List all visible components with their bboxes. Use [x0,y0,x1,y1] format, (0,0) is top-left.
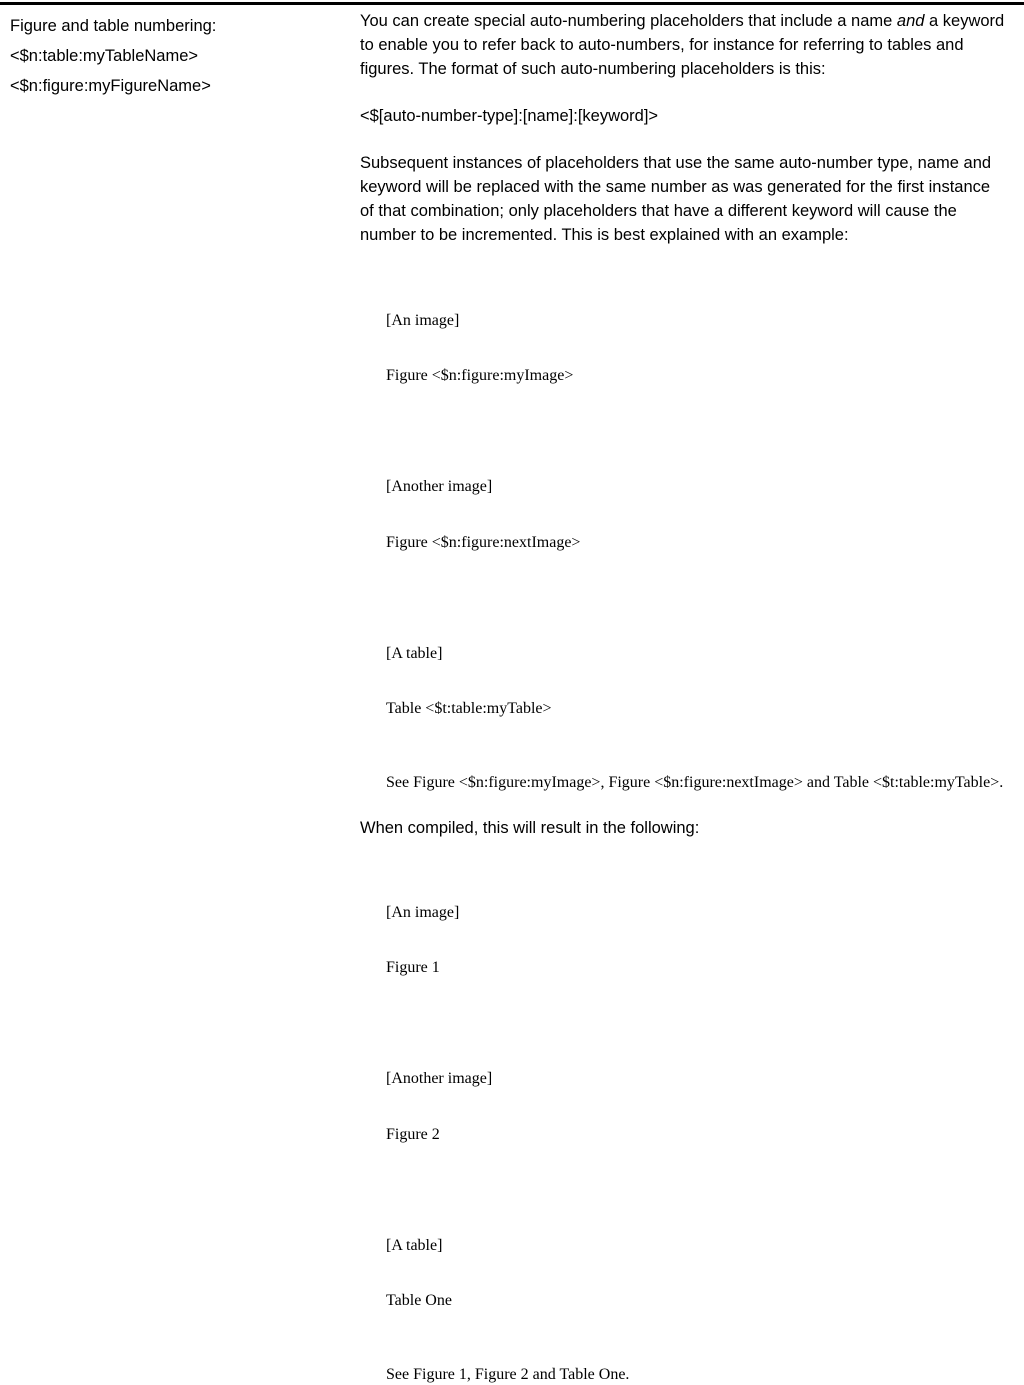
example-value: Table <$t:table:myTable> [386,700,552,718]
example-reference-line: See Figure <$n:figure:myImage>, Figure <$n:figure:nextImage> and Table <$t:table:myTable>. [386,774,1004,792]
right-cell [360,5,1024,1385]
compiled-block-a-table [386,1200,1006,1348]
compiled-label: [An image] [386,903,460,921]
example-label: [A table] [386,644,443,662]
left-cell [0,5,360,101]
intro-text-part1: You can create special auto-numbering placeholders that include a name [360,12,897,30]
compiled-value: Figure 1 [386,959,440,977]
compiled-label: [A table] [386,1236,443,1254]
compiled-intro-paragraph: When compiled, this will result in the following: [360,818,700,837]
example-block-an-image [386,275,1006,423]
format-syntax-line: <$[auto-number-type]:[name]:[keyword]> [360,106,659,125]
intro-text-part2: a keyword to enable you to refer back to auto-numbers, for instance for referring to tables and figures. The format of such auto-numbering placeholders is this: [360,12,1005,79]
example-value: Figure <$n:figure:myImage> [386,367,574,385]
compiled-value: Figure 2 [386,1125,440,1143]
left-cell-placeholder-table: <$n:table:myTableName> [10,47,199,65]
left-cell-heading: Figure and table numbering: [10,17,217,35]
table-row [0,5,1024,1385]
compiled-code-listing [386,867,1006,1385]
example-block-another-image [386,441,1006,589]
left-cell-placeholder-figure: <$n:figure:myFigureName> [10,77,211,95]
explanation-paragraph: Subsequent instances of placeholders that use the same auto-number type, name and keyword will be replaced with the same number as was generated for the first instance of that combination; only placeholders that have a different keyword will cause the number to be incremented. This is best explained with an example: [360,153,992,245]
compiled-value: Table One [386,1292,452,1310]
example-value: Figure <$n:figure:nextImage> [386,533,581,551]
intro-emphasis-and: and [896,12,925,30]
compiled-block-an-image [386,867,1006,1015]
example-code-listing [386,275,1006,793]
compiled-label: [Another image] [386,1070,493,1088]
example-label: [Another image] [386,478,493,496]
example-block-a-table [386,608,1006,756]
compiled-block-another-image [386,1033,1006,1181]
example-label: [An image] [386,311,460,329]
compiled-reference-line: See Figure 1, Figure 2 and Table One. [386,1366,630,1384]
intro-paragraph [360,9,1006,82]
